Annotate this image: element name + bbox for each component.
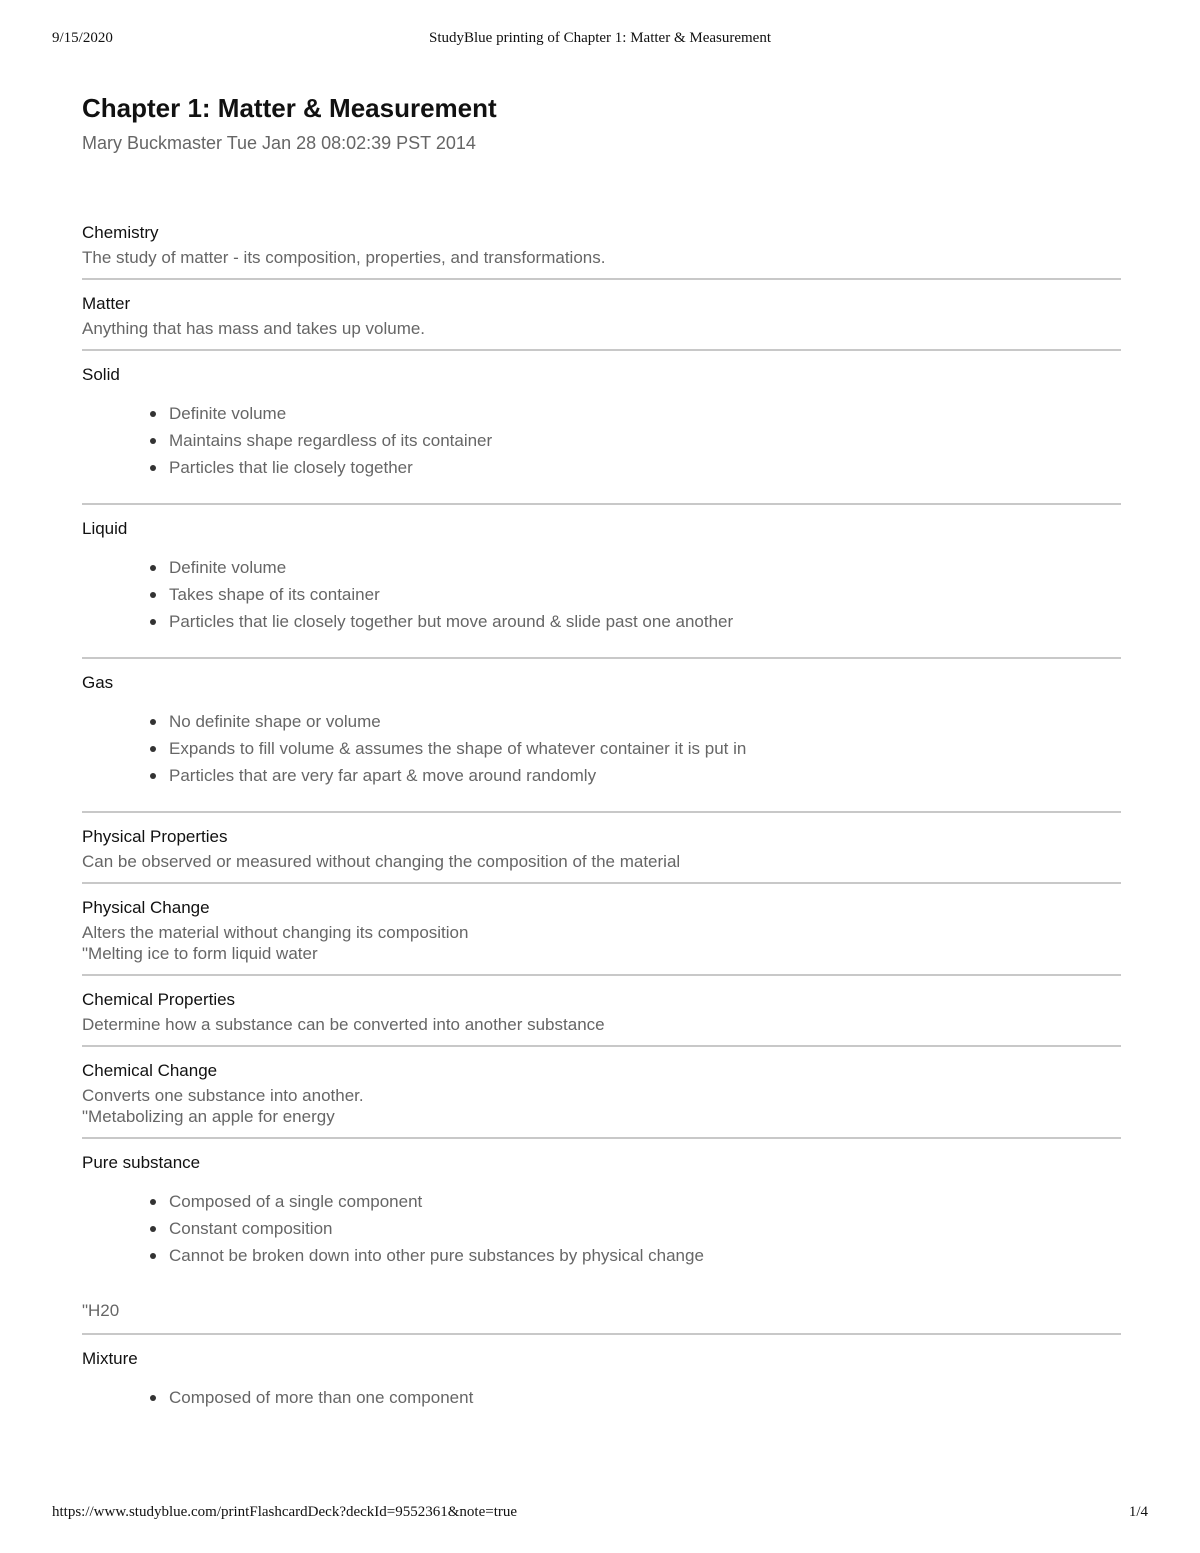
card-definition [82, 922, 1121, 964]
page-number: 1/4 [1128, 1504, 1148, 1520]
flashcard [82, 221, 1121, 280]
card-term: Matter [82, 294, 131, 313]
deck-content [82, 90, 1121, 1433]
card-term: Chemistry [82, 223, 159, 242]
flashcard [82, 1151, 1121, 1335]
card-definition [82, 1085, 1121, 1127]
definition-bullet: Definite volume [148, 400, 1121, 427]
flashcard [82, 1347, 1121, 1421]
card-term: Physical Properties [82, 827, 228, 846]
flashcard [82, 988, 1121, 1047]
card-definition [82, 1014, 1121, 1035]
definition-example: "H20 [82, 1301, 120, 1320]
definition-bullet: Composed of more than one component [148, 1384, 1121, 1411]
flashcard [82, 363, 1121, 505]
flashcard [82, 825, 1121, 884]
definition-bullet: Particles that are very far apart & move around randomly [148, 762, 1121, 789]
print-date: 9/15/2020 [52, 30, 113, 46]
flashcard [82, 671, 1121, 813]
definition-bullet: Definite volume [148, 554, 1121, 581]
flashcard [82, 1059, 1121, 1139]
flashcard-list [82, 221, 1121, 1421]
deck-author-date: Mary Buckmaster Tue Jan 28 08:02:39 PST 2014 [82, 133, 476, 153]
print-url: https://www.studyblue.com/printFlashcardDeck?deckId=9552361&note=true [52, 1504, 518, 1520]
card-definition [82, 247, 1121, 268]
card-term: Chemical Change [82, 1061, 218, 1080]
definition-bullet: No definite shape or volume [148, 708, 1121, 735]
definition-line: Anything that has mass and takes up volume. [82, 319, 426, 338]
definition-bullet-list [82, 400, 1121, 481]
definition-bullet-list [82, 1384, 1121, 1411]
definition-line: Alters the material without changing its composition [82, 923, 469, 942]
print-header [52, 30, 1148, 50]
definition-bullet: Maintains shape regardless of its container [148, 427, 1121, 454]
deck-title: Chapter 1: Matter & Measurement [82, 93, 497, 123]
definition-bullet-list [82, 554, 1121, 635]
definition-example: "Metabolizing an apple for energy [82, 1107, 335, 1126]
card-term: Pure substance [82, 1153, 201, 1172]
card-term: Chemical Properties [82, 990, 236, 1009]
card-definition [82, 851, 1121, 872]
card-term: Liquid [82, 519, 128, 538]
flashcard [82, 292, 1121, 351]
definition-bullet-list [82, 708, 1121, 789]
definition-line: The study of matter - its composition, properties, and transformations. [82, 248, 606, 267]
definition-bullet-list [82, 1188, 1121, 1269]
definition-bullet: Particles that lie closely together [148, 454, 1121, 481]
card-term: Solid [82, 365, 120, 384]
card-definition [82, 318, 1121, 339]
print-footer [52, 1504, 1148, 1524]
definition-bullet: Constant composition [148, 1215, 1121, 1242]
definition-example: "Melting ice to form liquid water [82, 944, 318, 963]
definition-line: Converts one substance into another. [82, 1086, 364, 1105]
definition-bullet: Takes shape of its container [148, 581, 1121, 608]
card-term: Mixture [82, 1349, 138, 1368]
definition-bullet: Cannot be broken down into other pure substances by physical change [148, 1242, 1121, 1269]
definition-line: Determine how a substance can be converted into another substance [82, 1015, 605, 1034]
card-term: Gas [82, 673, 114, 692]
flashcard [82, 896, 1121, 976]
definition-bullet: Expands to fill volume & assumes the shape of whatever container it is put in [148, 735, 1121, 762]
definition-bullet: Composed of a single component [148, 1188, 1121, 1215]
print-document-title: StudyBlue printing of Chapter 1: Matter & Measurement [428, 30, 772, 46]
card-term: Physical Change [82, 898, 210, 917]
definition-bullet: Particles that lie closely together but move around & slide past one another [148, 608, 1121, 635]
flashcard [82, 517, 1121, 659]
definition-line: Can be observed or measured without changing the composition of the material [82, 852, 681, 871]
